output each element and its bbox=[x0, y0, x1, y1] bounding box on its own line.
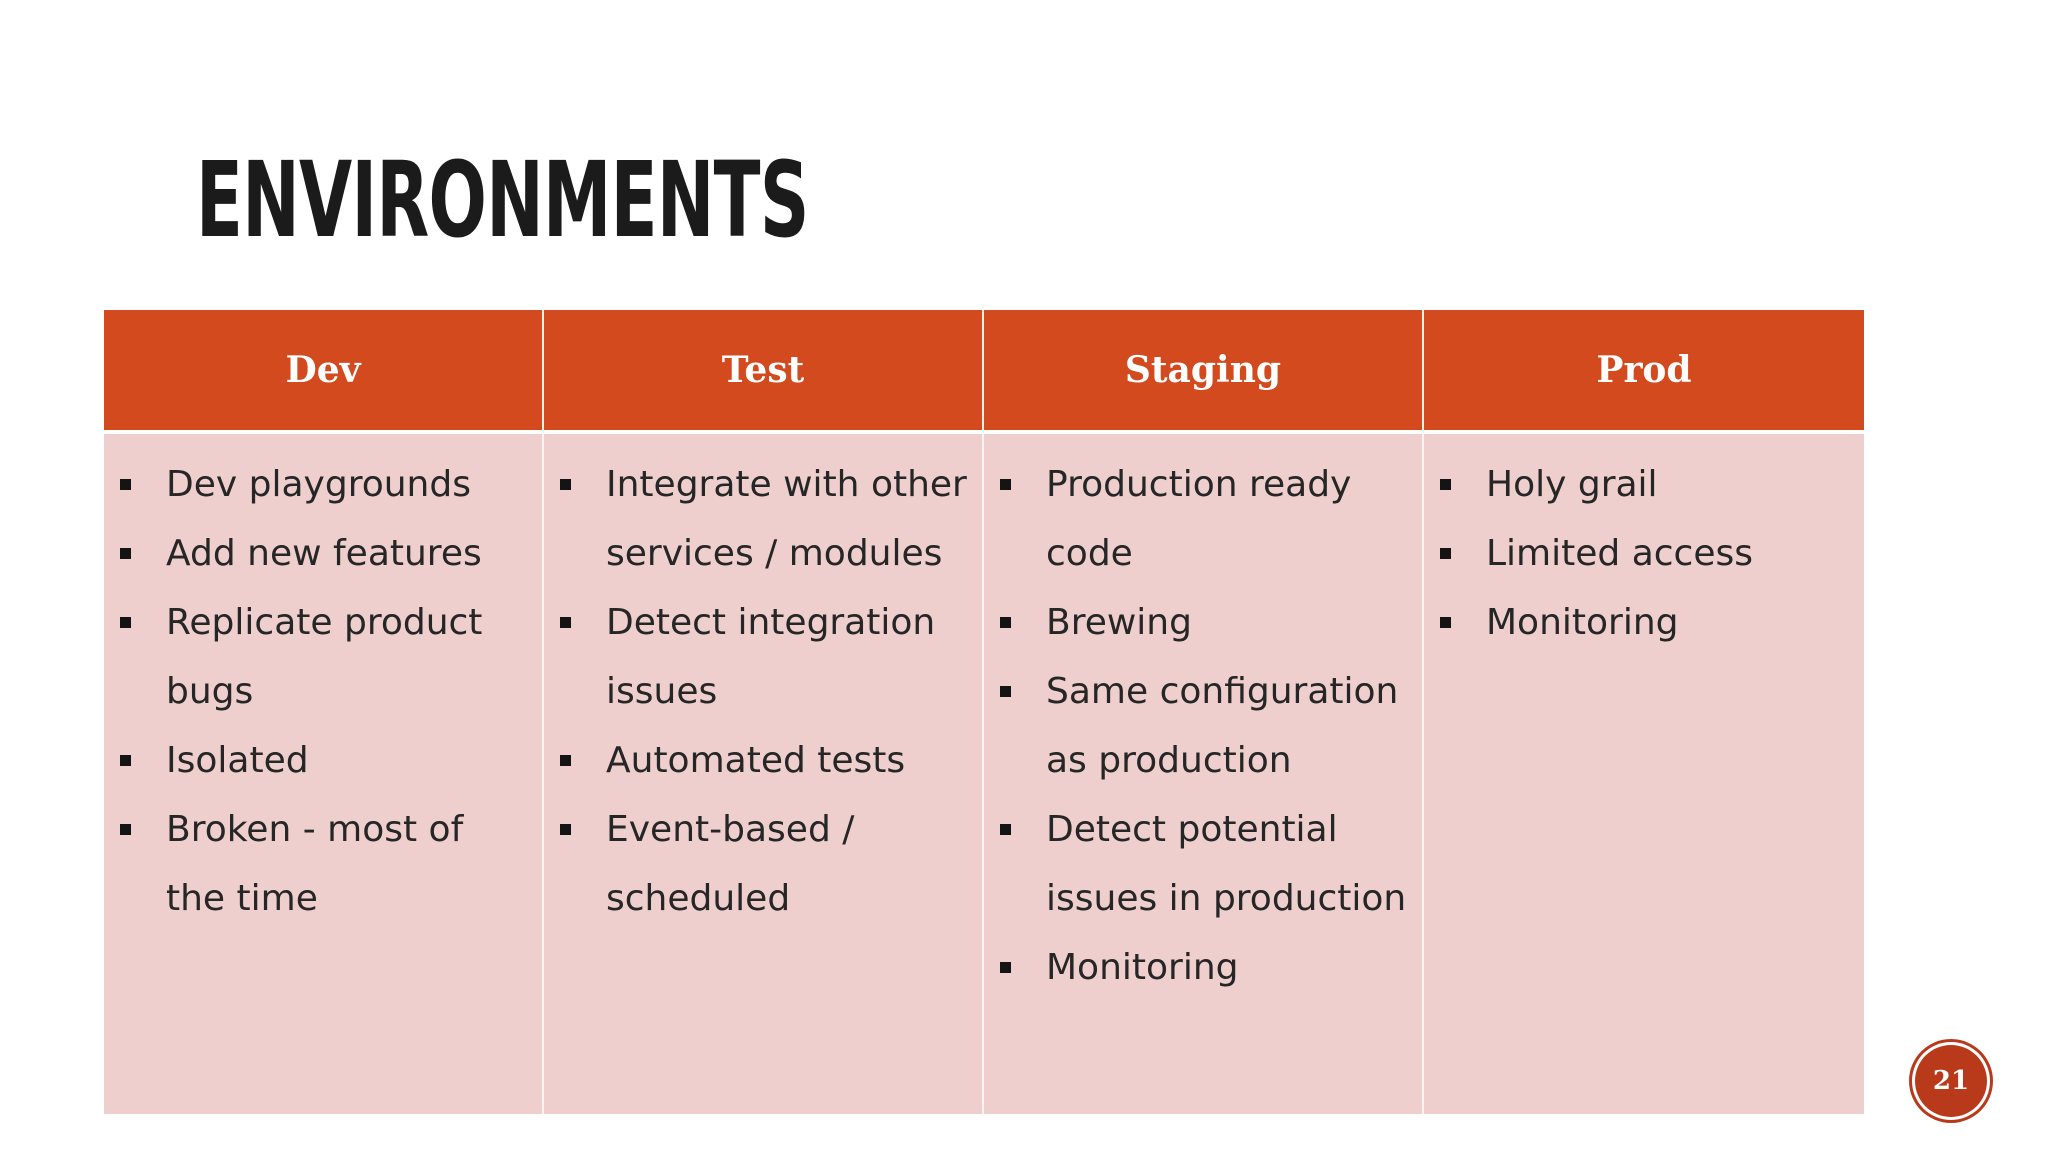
column-header-dev: Dev bbox=[104, 310, 544, 434]
bullet-text: Add new features bbox=[166, 533, 482, 574]
list-item bbox=[1000, 588, 1412, 657]
square-bullet-icon bbox=[1000, 450, 1030, 519]
bullet-text: Broken - most of the time bbox=[166, 809, 464, 919]
list-item bbox=[1440, 588, 1854, 657]
bullet-text: Monitoring bbox=[1046, 947, 1239, 988]
column-body-staging bbox=[984, 434, 1424, 1114]
environments-table bbox=[104, 310, 1864, 1114]
bullet-text: Limited access bbox=[1486, 533, 1753, 574]
test-bullet-list bbox=[560, 450, 972, 933]
list-item bbox=[120, 726, 532, 795]
column-body-test bbox=[544, 434, 984, 1114]
square-bullet-icon bbox=[560, 726, 590, 795]
bullet-text: Monitoring bbox=[1486, 602, 1679, 643]
square-bullet-icon bbox=[1000, 795, 1030, 864]
list-item bbox=[120, 450, 532, 519]
page-number-badge: 21 bbox=[1915, 1045, 1987, 1117]
list-item bbox=[1440, 450, 1854, 519]
bullet-text: Detect potential issues in production bbox=[1046, 809, 1407, 919]
square-bullet-icon bbox=[1000, 933, 1030, 1002]
square-bullet-icon bbox=[560, 450, 590, 519]
list-item bbox=[1000, 657, 1412, 795]
square-bullet-icon bbox=[120, 726, 150, 795]
slide-title: ENVIRONMENTS bbox=[196, 139, 809, 261]
square-bullet-icon bbox=[120, 588, 150, 657]
square-bullet-icon bbox=[1440, 450, 1470, 519]
prod-bullet-list bbox=[1440, 450, 1854, 657]
list-item bbox=[120, 588, 532, 726]
list-item bbox=[560, 450, 972, 588]
square-bullet-icon bbox=[1000, 657, 1030, 726]
bullet-text: Automated tests bbox=[606, 740, 906, 781]
column-header-staging: Staging bbox=[984, 310, 1424, 434]
square-bullet-icon bbox=[120, 795, 150, 864]
square-bullet-icon bbox=[560, 588, 590, 657]
list-item bbox=[560, 588, 972, 726]
list-item bbox=[560, 726, 972, 795]
bullet-text: Isolated bbox=[166, 740, 309, 781]
list-item bbox=[560, 795, 972, 933]
list-item bbox=[1000, 933, 1412, 1002]
square-bullet-icon bbox=[1440, 588, 1470, 657]
bullet-text: Same configuration as production bbox=[1046, 671, 1399, 781]
list-item bbox=[120, 519, 532, 588]
dev-bullet-list bbox=[120, 450, 532, 933]
bullet-text: Integrate with other services / modules bbox=[606, 464, 967, 574]
list-item bbox=[120, 795, 532, 933]
list-item bbox=[1440, 519, 1854, 588]
bullet-text: Dev playgrounds bbox=[166, 464, 471, 505]
column-header-test: Test bbox=[544, 310, 984, 434]
bullet-text: Event-based / scheduled bbox=[606, 809, 855, 919]
bullet-text: Detect integration issues bbox=[606, 602, 936, 712]
bullet-text: Production ready code bbox=[1046, 464, 1352, 574]
bullet-text: Brewing bbox=[1046, 602, 1192, 643]
column-body-prod bbox=[1424, 434, 1864, 1114]
square-bullet-icon bbox=[1440, 519, 1470, 588]
square-bullet-icon bbox=[560, 795, 590, 864]
bullet-text: Holy grail bbox=[1486, 464, 1658, 505]
list-item bbox=[1000, 450, 1412, 588]
bullet-text: Replicate product bugs bbox=[166, 602, 483, 712]
staging-bullet-list bbox=[1000, 450, 1412, 1002]
column-header-prod: Prod bbox=[1424, 310, 1864, 434]
square-bullet-icon bbox=[120, 450, 150, 519]
square-bullet-icon bbox=[120, 519, 150, 588]
column-body-dev bbox=[104, 434, 544, 1114]
square-bullet-icon bbox=[1000, 588, 1030, 657]
list-item bbox=[1000, 795, 1412, 933]
